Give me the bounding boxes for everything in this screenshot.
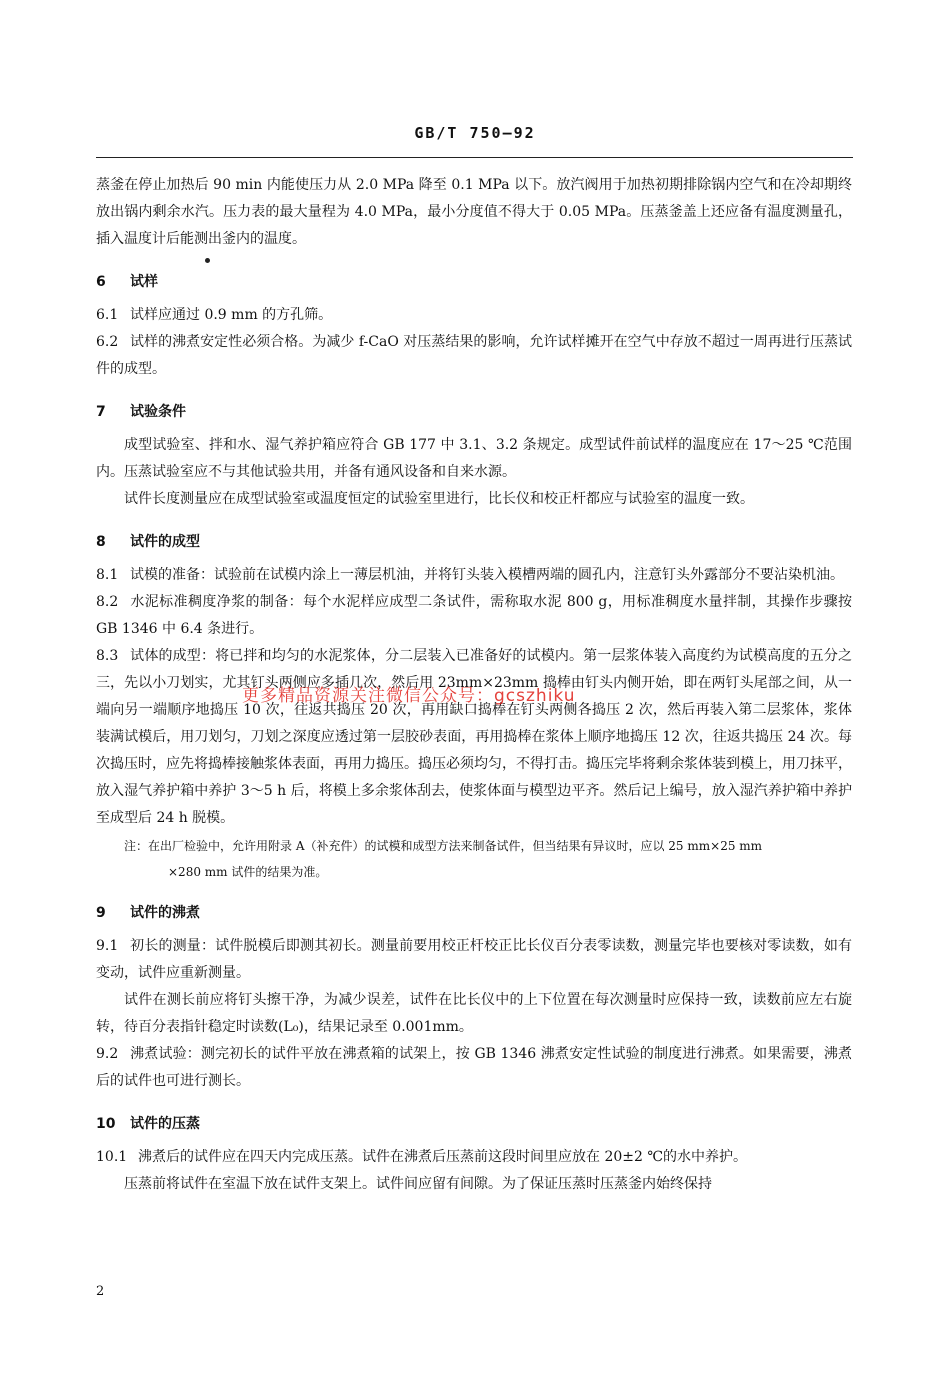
clause-8-1 bbox=[96, 562, 852, 589]
clause-8-1-number: 8.1 bbox=[96, 567, 119, 583]
section-8-number: 8 bbox=[96, 534, 106, 550]
section-6-title: 试样 bbox=[130, 274, 158, 290]
section-10-heading bbox=[96, 1111, 852, 1138]
section-8-heading bbox=[96, 529, 852, 556]
page-number: 2 bbox=[96, 1284, 105, 1299]
header-rule bbox=[96, 157, 853, 158]
section-7-number: 7 bbox=[96, 404, 106, 420]
clause-9-1 bbox=[96, 933, 852, 987]
clause-8-3 bbox=[96, 643, 852, 832]
clause-6-1-text: 试样应通过 0.9 mm 的方孔筛。 bbox=[130, 307, 333, 323]
clause-8-1-text: 试模的准备：试验前在试模内涂上一薄层机油，并将钉头装入模槽两端的圆孔内，注意钉头外露部分不要沾染机油。 bbox=[130, 567, 844, 583]
section-8-title: 试件的成型 bbox=[130, 534, 200, 550]
section-7-heading bbox=[96, 399, 852, 426]
clause-8-2-text: 水泥标准稠度净浆的制备：每个水泥样应成型二条试件，需称取水泥 800 g，用标准稠度水量拌制，其操作步骤按 GB 1346 中 6.4 条进行。 bbox=[96, 594, 852, 637]
section-9-heading bbox=[96, 900, 852, 927]
clause-8-3-number: 8.3 bbox=[96, 648, 119, 664]
section-8-note-line-2: ×280 mm 试件的结果为准。 bbox=[168, 865, 328, 879]
clause-8-2 bbox=[96, 589, 852, 643]
clause-6-2 bbox=[96, 329, 852, 383]
clause-10-1-number: 10.1 bbox=[96, 1149, 128, 1165]
section-7-paragraph-2: 试件长度测量应在成型试验室或温度恒定的试验室里进行，比长仪和校正杆都应与试验室的温度一致。 bbox=[124, 491, 754, 507]
clause-9-1-number: 9.1 bbox=[96, 938, 119, 954]
section-6-number: 6 bbox=[96, 274, 106, 290]
clause-9-2-number: 9.2 bbox=[96, 1046, 119, 1062]
standard-code-header: GB/T 750—92 bbox=[414, 124, 536, 142]
clause-10-1-paragraph-2: 压蒸前将试件在室温下放在试件支架上。试件间应留有间隙。为了保证压蒸时压蒸釜内始终保持 bbox=[124, 1176, 712, 1192]
section-6-heading bbox=[96, 269, 852, 296]
clause-9-1-paragraph-2: 试件在测长前应将钉头擦干净，为减少误差，试件在比长仪中的上下位置在每次测量时应保持一致，读数前应左右旋转，待百分表指针稳定时读数(L₀)，结果记录至 0.001mm。 bbox=[96, 992, 852, 1035]
clause-9-2-text: 沸煮试验：测完初长的试件平放在沸煮箱的试架上，按 GB 1346 沸煮安定性试验的制度进行沸煮。如果需要，沸煮后的试件也可进行测长。 bbox=[96, 1046, 852, 1089]
clause-6-1-number: 6.1 bbox=[96, 307, 119, 323]
section-9-number: 9 bbox=[96, 905, 106, 921]
clause-8-3-text: 试体的成型：将已拌和均匀的水泥浆体，分二层装入已准备好的试模内。第一层浆体装入高度约为试模高度的五分之三，先以小刀划实，尤其钉头两侧应多插几次，然后用 23mm×23mm 捣棒由钉头内侧开始，即在两钉头尾部之间，从一端向另一端顺序地捣压 10 次，往返共捣压 20 次，再用缺口捣棒在钉头两侧各捣压 2 次，然后再装入第二层浆体，浆体装满试模后，用刀划匀，刀划之深度应透过第一层胶砂表面，再用捣棒在浆体上顺序地捣压 12 次，往返共捣压 24 次。每次捣压时，应先将捣棒接触浆体表面，再用力捣压。捣压必须均匀，不得打击。捣压完毕将剩余浆体装到模上，用刀抹平，放入湿气养护箱中养护 3～5 h 后，将模上多余浆体刮去，使浆体面与模型边平齐。然后记上编号，放入湿汽养护箱中养护至成型后 24 h 脱模。 bbox=[96, 648, 852, 826]
section-9-title: 试件的沸煮 bbox=[130, 905, 200, 921]
clause-9-1-text: 初长的测量：试件脱模后即测其初长。测量前要用校正杆校正比长仪百分表零读数，测量完毕也要核对零读数，如有变动，试件应重新测量。 bbox=[96, 938, 852, 981]
clause-10-1-text: 沸煮后的试件应在四天内完成压蒸。试件在沸煮后压蒸前这段时间里应放在 20±2 ℃的水中养护。 bbox=[138, 1149, 748, 1165]
section-8-note-line-1: 注：在出厂检验中，允许用附录 A（补充件）的试模和成型方法来制备试件，但当结果有异议时，应以 25 mm×25 mm bbox=[124, 839, 763, 853]
section-7-title: 试验条件 bbox=[130, 404, 186, 420]
clause-8-2-number: 8.2 bbox=[96, 594, 119, 610]
clause-6-2-text: 试样的沸煮安定性必须合格。为减少 f-CaO 对压蒸结果的影响，允许试样摊开在空气中存放不超过一周再进行压蒸试件的成型。 bbox=[96, 334, 852, 377]
clause-10-1 bbox=[96, 1144, 852, 1171]
section-10-number: 10 bbox=[96, 1116, 116, 1132]
clause-6-2-number: 6.2 bbox=[96, 334, 119, 350]
section-10-title: 试件的压蒸 bbox=[130, 1116, 200, 1132]
clause-9-2 bbox=[96, 1041, 852, 1095]
clause-6-1 bbox=[96, 302, 852, 329]
section-7-paragraph-1: 成型试验室、拌和水、湿气养护箱应符合 GB 177 中 3.1、3.2 条规定。成型试件前试样的温度应在 17～25 ℃范围内。压蒸试验室应不与其他试验共用，并备有通风设备和自来水源。 bbox=[96, 437, 852, 480]
intro-paragraph: 蒸釜在停止加热后 90 min 内能使压力从 2.0 MPa 降至 0.1 MPa 以下。放汽阀用于加热初期排除锅内空气和在冷却期终放出锅内剩余水汽。压力表的最大量程为 4.0 MPa，最小分度值不得大于 0.05 MPa。压蒸釜盖上还应备有温度测量孔，插入温度计后能测出釜内的温度。 bbox=[96, 177, 852, 247]
promo-watermark: 更多精品资源关注微信公众号：gcszhiku bbox=[242, 686, 576, 706]
